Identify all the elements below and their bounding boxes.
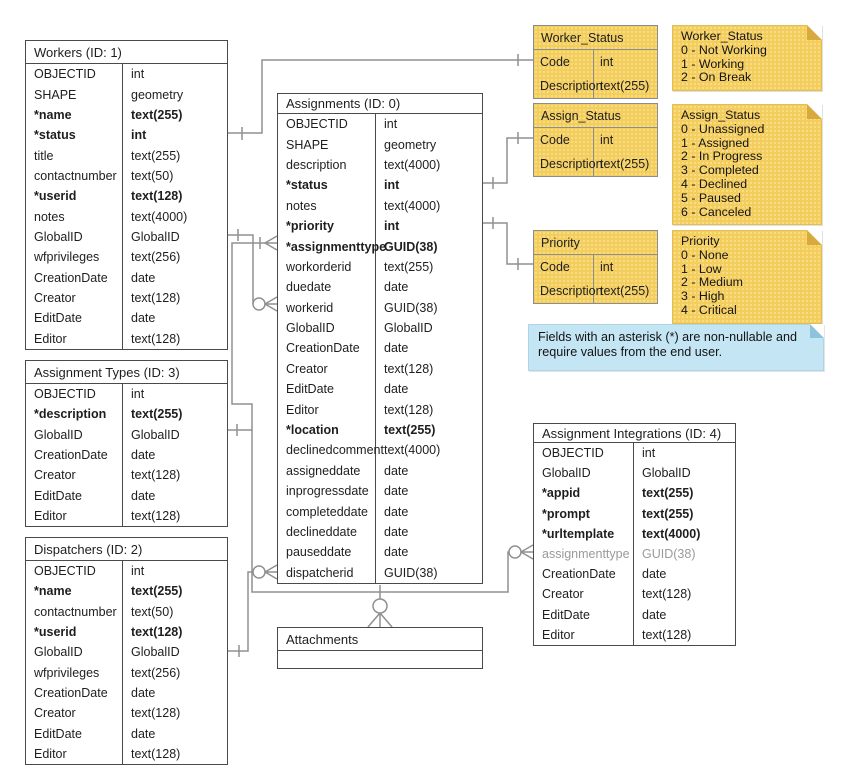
field-type: text(255) bbox=[600, 284, 650, 298]
note-line: 1 - Low bbox=[681, 261, 722, 276]
note-line: 4 - Declined bbox=[681, 176, 748, 191]
field-name: *description bbox=[26, 404, 123, 424]
field-type: text(128) bbox=[131, 331, 181, 346]
crowfoot-icon bbox=[265, 236, 277, 250]
field-name: CreationDate bbox=[26, 445, 123, 465]
note-line: 0 - None bbox=[681, 247, 729, 262]
note-lines bbox=[681, 249, 813, 318]
field-type: GUID(38) bbox=[642, 547, 696, 562]
table-row bbox=[534, 50, 657, 74]
table-row bbox=[278, 216, 482, 236]
field-name: title bbox=[26, 145, 123, 165]
table-row bbox=[534, 128, 657, 152]
field-type: text(255) bbox=[642, 506, 694, 521]
table-title: Attachments bbox=[278, 628, 482, 651]
table-row bbox=[26, 561, 227, 581]
table-row bbox=[26, 642, 227, 662]
table-row bbox=[26, 703, 227, 723]
field-type: date bbox=[384, 525, 409, 539]
field-type: GlobalID bbox=[131, 427, 180, 442]
field-name: completeddate bbox=[278, 501, 376, 521]
table-row bbox=[534, 483, 735, 503]
field-type: date bbox=[131, 726, 156, 741]
field-type: geometry bbox=[131, 87, 184, 102]
connector-assignments-priority-to-priority bbox=[482, 217, 533, 270]
field-name: EditDate bbox=[534, 605, 634, 625]
table-row bbox=[534, 605, 735, 625]
field-type: int bbox=[131, 128, 147, 143]
table-row bbox=[26, 744, 227, 764]
domain-title: Priority bbox=[534, 231, 657, 255]
table-row bbox=[26, 506, 227, 526]
field-type: text(128) bbox=[131, 625, 183, 640]
zero-circle-icon bbox=[373, 599, 387, 613]
table-assignments[interactable] bbox=[277, 93, 483, 584]
field-type: date bbox=[131, 311, 156, 326]
zero-circle-icon bbox=[253, 298, 265, 310]
field-name: SHAPE bbox=[26, 84, 123, 104]
field-name: *status bbox=[26, 125, 123, 145]
table-body bbox=[26, 384, 227, 526]
table-row bbox=[278, 440, 482, 460]
field-type: geometry bbox=[384, 137, 437, 152]
field-name: *appid bbox=[534, 483, 634, 503]
domain-body bbox=[534, 128, 657, 176]
table-row bbox=[278, 359, 482, 379]
field-name: OBJECTID bbox=[278, 114, 376, 134]
table-row bbox=[26, 465, 227, 485]
field-type: int bbox=[131, 387, 145, 402]
field-type: date bbox=[384, 504, 409, 519]
field-name: EditDate bbox=[278, 379, 376, 399]
field-name: description bbox=[278, 155, 376, 175]
field-name: GlobalID bbox=[26, 227, 123, 247]
field-type: text(50) bbox=[131, 604, 174, 619]
field-type: text(4000) bbox=[642, 526, 701, 541]
field-name: *userid bbox=[26, 622, 123, 642]
table-attachments[interactable] bbox=[277, 627, 483, 669]
field-name: Editor bbox=[26, 506, 123, 526]
field-type: text(4000) bbox=[384, 443, 441, 458]
table-row bbox=[26, 622, 227, 642]
field-name: CreationDate bbox=[278, 338, 376, 358]
sticky-note-priority[interactable] bbox=[672, 230, 822, 324]
table-row bbox=[278, 175, 482, 195]
callout-text: Fields with an asterisk (*) are non-nullable and require values from the end user. bbox=[538, 330, 798, 359]
table-body bbox=[26, 64, 227, 349]
field-name: GlobalID bbox=[26, 425, 123, 445]
field-name: Creator bbox=[26, 465, 123, 485]
table-row bbox=[26, 445, 227, 465]
table-row bbox=[534, 584, 735, 604]
field-type: date bbox=[384, 341, 409, 356]
table-row bbox=[26, 425, 227, 445]
field-name: workorderid bbox=[278, 257, 376, 277]
field-type: text(4000) bbox=[384, 157, 441, 172]
table-row bbox=[278, 481, 482, 501]
field-type: int bbox=[384, 178, 400, 193]
field-name: EditDate bbox=[26, 723, 123, 743]
field-name: declinedcomment bbox=[278, 440, 376, 460]
field-name: Creator bbox=[534, 584, 634, 604]
field-type: text(255) bbox=[131, 584, 183, 599]
field-name: wfprivileges bbox=[26, 247, 123, 267]
field-name: Code bbox=[534, 255, 594, 279]
domain-table-worker-status[interactable] bbox=[533, 25, 658, 99]
table-title: Assignment Types (ID: 3) bbox=[26, 361, 227, 384]
field-name: Description bbox=[534, 152, 594, 176]
field-type: GlobalID bbox=[384, 321, 433, 336]
table-row bbox=[534, 443, 735, 463]
sticky-note-assign-status[interactable] bbox=[672, 104, 822, 225]
table-row bbox=[26, 288, 227, 308]
field-type: GUID(38) bbox=[384, 300, 438, 315]
zero-circle-icon bbox=[509, 546, 521, 558]
table-row bbox=[278, 501, 482, 521]
field-type: date bbox=[131, 448, 156, 463]
table-body bbox=[534, 443, 735, 645]
table-workers[interactable] bbox=[25, 40, 228, 350]
field-name: OBJECTID bbox=[534, 443, 634, 463]
field-type: text(128) bbox=[384, 402, 434, 417]
field-type: text(128) bbox=[642, 587, 692, 602]
note-line: 6 - Canceled bbox=[681, 204, 752, 219]
table-row bbox=[278, 461, 482, 481]
table-row bbox=[26, 404, 227, 424]
table-row bbox=[26, 602, 227, 622]
domain-table-assign-status[interactable] bbox=[533, 103, 658, 177]
table-row bbox=[278, 236, 482, 256]
table-row bbox=[534, 74, 657, 98]
table-row bbox=[278, 399, 482, 419]
table-row bbox=[26, 329, 227, 349]
table-row bbox=[534, 504, 735, 524]
note-line: 2 - On Break bbox=[681, 70, 752, 85]
field-name: *urltemplate bbox=[534, 524, 634, 544]
table-row bbox=[26, 186, 227, 206]
note-title: Priority bbox=[681, 234, 720, 248]
table-row bbox=[26, 683, 227, 703]
table-row bbox=[278, 542, 482, 562]
field-name: wfprivileges bbox=[26, 662, 123, 682]
field-type: int bbox=[131, 67, 145, 82]
table-row bbox=[26, 105, 227, 125]
table-row bbox=[26, 125, 227, 145]
field-type: text(128) bbox=[131, 508, 181, 523]
table-row bbox=[534, 564, 735, 584]
table-row bbox=[278, 114, 482, 134]
field-name: Description bbox=[534, 74, 594, 98]
crowfoot-icon bbox=[521, 545, 533, 559]
field-type: date bbox=[384, 463, 409, 478]
field-name: *assignmenttype bbox=[278, 236, 376, 256]
field-type: GlobalID bbox=[131, 645, 180, 660]
field-type: GlobalID bbox=[131, 230, 180, 245]
field-name: OBJECTID bbox=[26, 561, 123, 581]
note-line: 3 - Completed bbox=[681, 163, 759, 178]
table-row bbox=[278, 298, 482, 318]
field-name: CreationDate bbox=[26, 268, 123, 288]
table-row bbox=[278, 379, 482, 399]
field-name: assignmenttype bbox=[534, 544, 634, 564]
table-row bbox=[26, 581, 227, 601]
field-name: *name bbox=[26, 581, 123, 601]
field-type: GlobalID bbox=[642, 466, 691, 481]
callout-asterisk-note[interactable] bbox=[528, 324, 824, 371]
field-name: SHAPE bbox=[278, 134, 376, 154]
field-type: text(255) bbox=[642, 486, 694, 501]
note-line: 5 - Paused bbox=[681, 190, 741, 205]
field-name: Editor bbox=[26, 329, 123, 349]
field-type: text(128) bbox=[131, 189, 183, 204]
field-name: GlobalID bbox=[278, 318, 376, 338]
field-type: int bbox=[384, 117, 398, 132]
field-name: CreationDate bbox=[534, 564, 634, 584]
table-row bbox=[26, 308, 227, 328]
table-row bbox=[278, 155, 482, 175]
field-type: text(255) bbox=[600, 157, 650, 171]
table-assignment-types[interactable] bbox=[25, 360, 228, 527]
zero-circle-icon bbox=[253, 566, 265, 578]
crowfoot-icon bbox=[265, 297, 277, 311]
domain-body bbox=[534, 255, 657, 303]
field-type: int bbox=[600, 133, 614, 147]
field-name: EditDate bbox=[26, 485, 123, 505]
table-row bbox=[534, 279, 657, 303]
field-type: int bbox=[131, 564, 145, 579]
table-row bbox=[278, 318, 482, 338]
table-row bbox=[26, 227, 227, 247]
table-row bbox=[534, 255, 657, 279]
field-type: date bbox=[642, 567, 667, 582]
field-type: text(256) bbox=[131, 665, 181, 680]
table-row bbox=[278, 563, 482, 583]
table-title: Assignment Integrations (ID: 4) bbox=[534, 424, 735, 443]
note-line: 0 - Unassigned bbox=[681, 121, 765, 136]
domain-title: Worker_Status bbox=[534, 26, 657, 50]
note-line: 1 - Assigned bbox=[681, 135, 750, 150]
table-title: Dispatchers (ID: 2) bbox=[26, 538, 227, 561]
table-row bbox=[534, 544, 735, 564]
field-name: Code bbox=[534, 50, 594, 74]
field-type: text(256) bbox=[131, 250, 181, 265]
note-line: 4 - Critical bbox=[681, 302, 737, 317]
field-type: date bbox=[384, 382, 409, 397]
field-type: text(4000) bbox=[384, 198, 441, 213]
field-type: date bbox=[131, 685, 156, 700]
field-name: Editor bbox=[278, 399, 376, 419]
field-name: GlobalID bbox=[26, 642, 123, 662]
field-type: date bbox=[384, 484, 409, 499]
table-dispatchers[interactable] bbox=[25, 537, 228, 765]
field-name: Creator bbox=[278, 359, 376, 379]
field-type: GUID(38) bbox=[384, 239, 438, 254]
note-title: Worker_Status bbox=[681, 29, 763, 43]
field-name: GlobalID bbox=[534, 463, 634, 483]
domain-title: Assign_Status bbox=[534, 104, 657, 128]
table-assignment-integrations[interactable] bbox=[533, 423, 736, 646]
field-type: text(255) bbox=[131, 107, 183, 122]
field-type: date bbox=[384, 545, 409, 560]
table-title: Workers (ID: 1) bbox=[26, 41, 227, 64]
field-type: text(4000) bbox=[131, 209, 188, 224]
table-row bbox=[26, 662, 227, 682]
field-type: int bbox=[600, 55, 614, 69]
field-name: OBJECTID bbox=[26, 64, 123, 84]
field-name: dispatcherid bbox=[278, 563, 376, 583]
field-type: date bbox=[131, 488, 156, 503]
note-line: 2 - In Progress bbox=[681, 149, 763, 164]
table-row bbox=[26, 166, 227, 186]
note-lines bbox=[681, 123, 813, 220]
field-name: *priority bbox=[278, 216, 376, 236]
connector-workers-to-assignments-workerid bbox=[227, 229, 277, 311]
sticky-note-worker-status[interactable] bbox=[672, 25, 822, 91]
table-row bbox=[278, 134, 482, 154]
table-body bbox=[278, 114, 482, 583]
crowfoot-icon bbox=[265, 565, 277, 579]
note-lines bbox=[681, 44, 813, 85]
table-title: Assignments (ID: 0) bbox=[278, 94, 482, 114]
field-type: text(128) bbox=[131, 706, 181, 721]
field-name: Creator bbox=[26, 288, 123, 308]
field-type: int bbox=[600, 260, 614, 274]
table-body bbox=[278, 651, 482, 668]
field-type: text(255) bbox=[384, 423, 436, 438]
field-type: text(50) bbox=[131, 168, 174, 183]
field-type: text(128) bbox=[131, 746, 181, 761]
note-title: Assign_Status bbox=[681, 108, 761, 122]
field-name: *status bbox=[278, 175, 376, 195]
table-row bbox=[26, 145, 227, 165]
field-name: Code bbox=[534, 128, 594, 152]
note-line: 0 - Not Working bbox=[681, 42, 767, 57]
field-name: *location bbox=[278, 420, 376, 440]
field-type: text(255) bbox=[384, 259, 434, 274]
crowfoot-icon bbox=[368, 613, 392, 627]
field-type: date bbox=[384, 280, 409, 295]
field-type: text(255) bbox=[131, 148, 181, 163]
field-type: text(255) bbox=[131, 407, 183, 422]
field-name: *userid bbox=[26, 186, 123, 206]
table-row bbox=[278, 277, 482, 297]
note-line: 1 - Working bbox=[681, 56, 745, 71]
domain-table-priority[interactable] bbox=[533, 230, 658, 304]
field-name: workerid bbox=[278, 298, 376, 318]
table-row bbox=[26, 384, 227, 404]
field-type: GUID(38) bbox=[384, 565, 438, 580]
field-name: duedate bbox=[278, 277, 376, 297]
field-type: text(128) bbox=[642, 627, 692, 642]
field-name: *name bbox=[26, 105, 123, 125]
field-name: assigneddate bbox=[278, 461, 376, 481]
table-row bbox=[534, 524, 735, 544]
field-name: pauseddate bbox=[278, 542, 376, 562]
field-name: Creator bbox=[26, 703, 123, 723]
field-type: date bbox=[642, 607, 667, 622]
table-row bbox=[26, 64, 227, 84]
table-row bbox=[278, 420, 482, 440]
table-row bbox=[26, 247, 227, 267]
field-name: EditDate bbox=[26, 308, 123, 328]
connector-assignment-types-to-assignments bbox=[227, 236, 277, 436]
note-line: 2 - Medium bbox=[681, 275, 743, 290]
field-type: text(128) bbox=[131, 291, 181, 306]
field-name: Editor bbox=[534, 625, 634, 645]
table-row bbox=[278, 338, 482, 358]
table-row bbox=[26, 723, 227, 743]
field-name: CreationDate bbox=[26, 683, 123, 703]
table-row bbox=[534, 463, 735, 483]
table-row bbox=[26, 485, 227, 505]
field-name: contactnumber bbox=[26, 602, 123, 622]
field-name: declineddate bbox=[278, 522, 376, 542]
table-row bbox=[534, 152, 657, 176]
table-row bbox=[26, 268, 227, 288]
field-name: contactnumber bbox=[26, 166, 123, 186]
field-name: Description bbox=[534, 279, 594, 303]
field-name: notes bbox=[26, 207, 123, 227]
field-name: OBJECTID bbox=[26, 384, 123, 404]
note-line: 3 - High bbox=[681, 289, 725, 304]
field-name: notes bbox=[278, 196, 376, 216]
field-type: text(128) bbox=[131, 468, 181, 483]
table-row bbox=[278, 257, 482, 277]
table-row bbox=[534, 625, 735, 645]
field-type: int bbox=[642, 446, 656, 461]
connector-assignments-status-to-assign-status bbox=[482, 132, 533, 189]
field-type: text(255) bbox=[600, 79, 650, 93]
field-name: inprogressdate bbox=[278, 481, 376, 501]
domain-body bbox=[534, 50, 657, 98]
table-row bbox=[278, 522, 482, 542]
field-type: text(128) bbox=[384, 361, 434, 376]
table-row bbox=[26, 84, 227, 104]
field-name: Editor bbox=[26, 744, 123, 764]
field-type: int bbox=[384, 219, 400, 234]
field-type: date bbox=[131, 270, 156, 285]
table-row bbox=[26, 207, 227, 227]
field-name: *prompt bbox=[534, 504, 634, 524]
table-row bbox=[278, 196, 482, 216]
table-body bbox=[26, 561, 227, 764]
